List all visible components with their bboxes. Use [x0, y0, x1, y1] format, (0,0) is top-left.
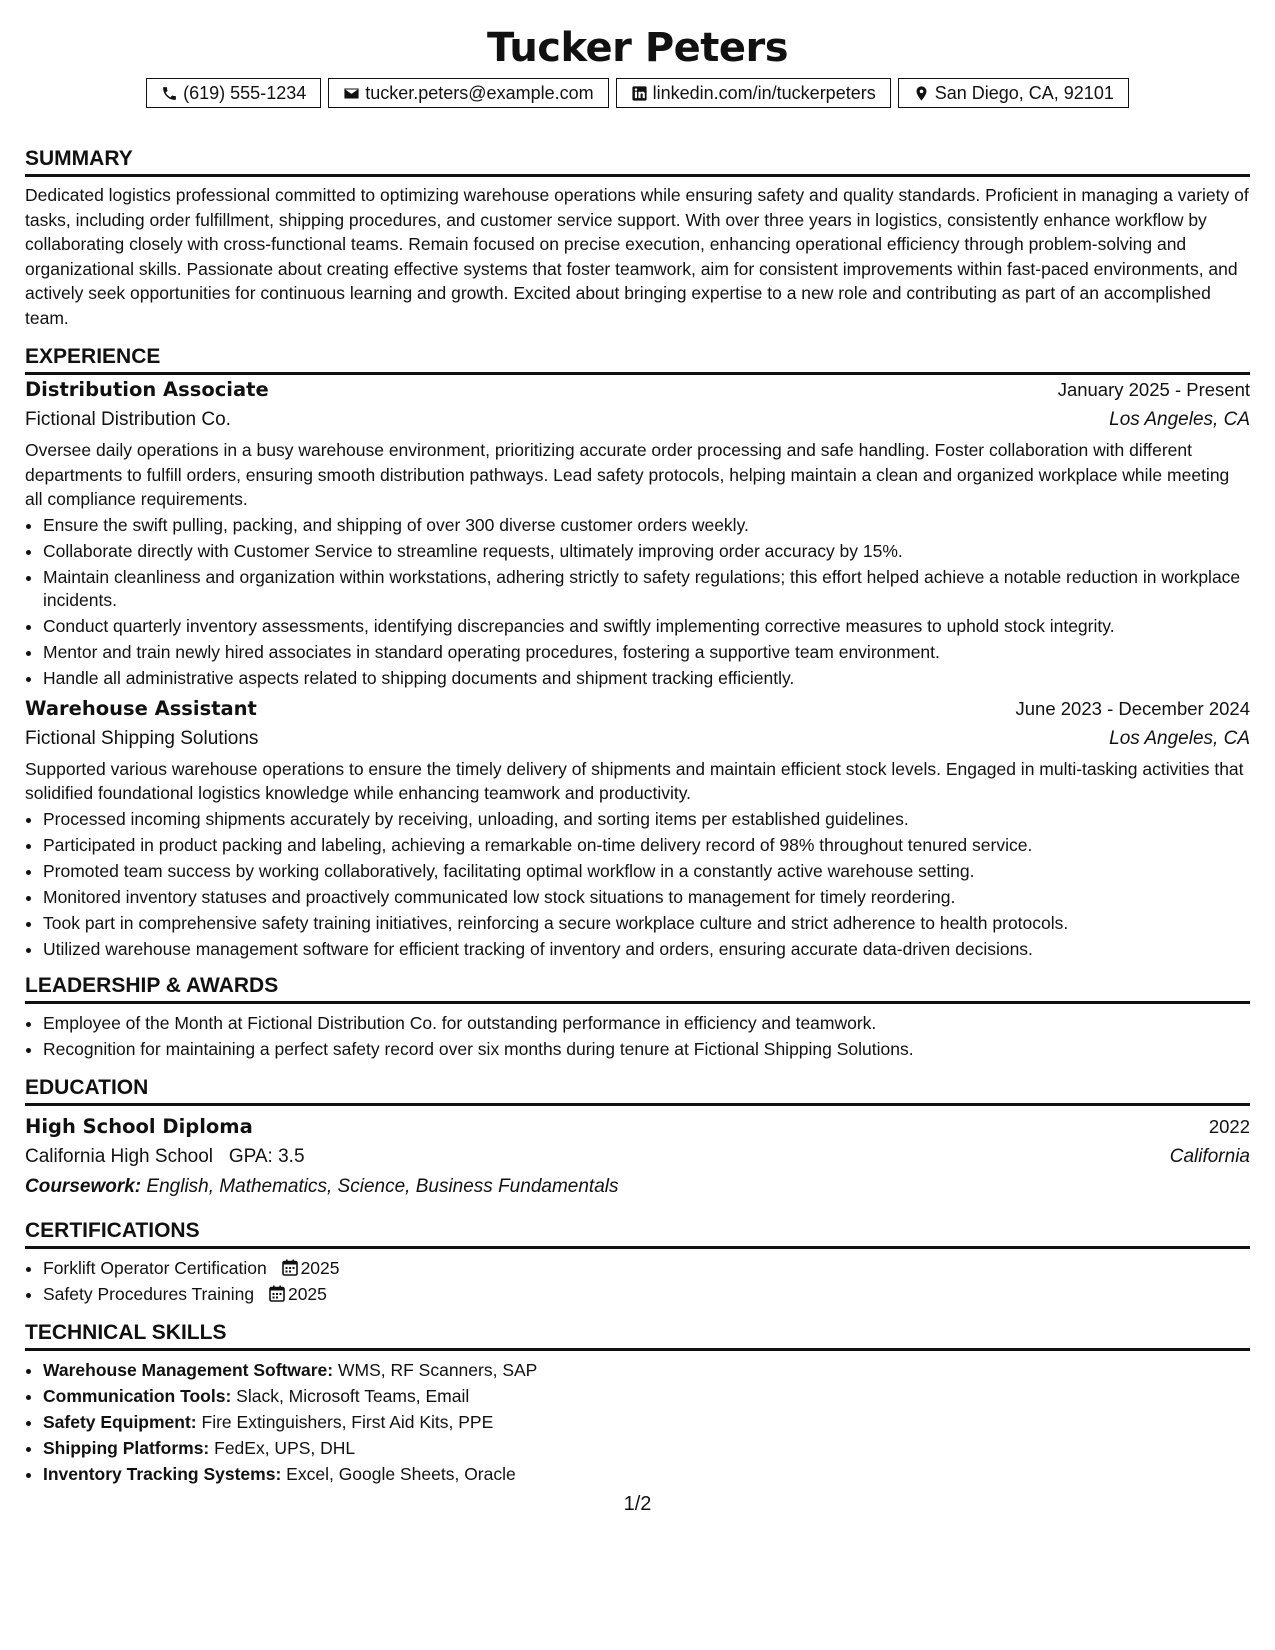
phone-text: (619) 555-1234: [183, 82, 307, 103]
list-item: [43, 1359, 1250, 1382]
list-item: • Handle all administrative aspects related to shipping documents and shipment tracking efficiently.: [43, 667, 1250, 690]
linkedin-text: linkedin.com/in/tuckerpeters: [652, 82, 876, 103]
linkedin-icon: [631, 85, 648, 102]
calendar-icon: [269, 1285, 285, 1302]
skill-value: Slack, Microsoft Teams, Email: [236, 1385, 470, 1406]
certifications-section: [25, 1217, 1250, 1306]
list-item: [43, 1437, 1250, 1460]
job-location: Los Angeles, CA: [1109, 727, 1250, 749]
section-title: EXPERIENCE: [25, 343, 1250, 375]
job-date: June 2023 - December 2024: [1015, 697, 1250, 719]
skill-value: WMS, RF Scanners, SAP: [337, 1359, 538, 1380]
list-item: • Processed incoming shipments accurately by receiving, unloading, and sorting items per established guidelines.: [43, 808, 1250, 831]
certification-name: Safety Procedures Training: [43, 1283, 255, 1304]
list-item: • Monitored inventory statuses and proactively communicated low stock situations to management for timely reordering.: [43, 886, 1250, 909]
skill-value: Excel, Google Sheets, Oracle: [286, 1463, 516, 1484]
job-bullets: [25, 514, 1250, 690]
job-company: Fictional Shipping Solutions: [25, 727, 259, 749]
contact-phone[interactable]: [146, 78, 321, 108]
job-bullets: [25, 808, 1250, 961]
coursework-line: [25, 1172, 1250, 1202]
list-item: [43, 1463, 1250, 1486]
certifications-list: [25, 1257, 1250, 1306]
list-item: • Participated in product packing and labeling, achieving a remarkable on-time delivery record of 98% throughout tenured service.: [43, 834, 1250, 857]
skill-label: Safety Equipment:: [43, 1411, 197, 1432]
phone-icon: [161, 85, 178, 102]
education-location: California: [1169, 1145, 1250, 1167]
location-text: San Diego, CA, 92101: [934, 82, 1114, 103]
coursework-label: Coursework:: [25, 1175, 142, 1197]
skill-value: FedEx, UPS, DHL: [214, 1437, 356, 1458]
skill-label: Shipping Platforms:: [43, 1437, 210, 1458]
section-title: EDUCATION: [25, 1074, 1250, 1106]
list-item: • Maintain cleanliness and organization within workstations, adhering strictly to safety regulations; this effort helped achieve a notable reduction in workplace incidents.: [43, 566, 1250, 612]
skill-label: Inventory Tracking Systems:: [43, 1463, 282, 1484]
envelope-icon: [343, 85, 360, 102]
skill-label: Warehouse Management Software:: [43, 1359, 334, 1380]
list-item: [43, 1257, 1250, 1280]
list-item: • Collaborate directly with Customer Service to streamline requests, ultimately improving order accuracy by 15%.: [43, 540, 1250, 563]
degree-title: High School Diploma: [25, 1114, 253, 1138]
summary-section: [25, 145, 1250, 330]
gpa: GPA: 3.5: [228, 1145, 305, 1167]
job-entry: [25, 375, 1250, 690]
list-item: • Ensure the swift pulling, packing, and shipping of over 300 diverse customer orders weekly.: [43, 514, 1250, 537]
map-pin-icon: [913, 85, 930, 102]
section-title: SUMMARY: [25, 145, 1250, 177]
skills-list: [25, 1359, 1250, 1486]
school-info: [25, 1142, 305, 1172]
job-date: January 2025 - Present: [1057, 379, 1250, 400]
education-section: [25, 1074, 1250, 1202]
job-title: Warehouse Assistant: [25, 696, 257, 720]
leadership-list: [25, 1012, 1250, 1061]
job-description: Supported various warehouse operations to ensure the timely delivery of shipments and maintain efficient stock levels. Engaged in multi-tasking activities that solidified foundational logistics knowledge while enhancing teamwork and productivity.: [25, 758, 1244, 803]
list-item: [43, 1411, 1250, 1434]
job-company: Fictional Distribution Co.: [25, 409, 231, 430]
contact-location[interactable]: [898, 78, 1129, 108]
list-item: [43, 1385, 1250, 1408]
leadership-section: [25, 972, 1250, 1061]
school-name: California High School: [25, 1145, 213, 1167]
list-item: • Promoted team success by working collaboratively, facilitating optimal workflow in a constantly active warehouse setting.: [43, 860, 1250, 883]
experience-section: [25, 343, 1250, 961]
list-item: • Utilized warehouse management software for efficient tracking of inventory and orders, ensuring accurate data-driven decisions.: [43, 938, 1250, 961]
certification-name: Forklift Operator Certification: [43, 1257, 267, 1278]
education-year: 2022: [1208, 1115, 1250, 1137]
coursework-text: English, Mathematics, Science, Business Fundamentals: [146, 1175, 619, 1197]
list-item: • Conduct quarterly inventory assessments, identifying discrepancies and swiftly implementing corrective measures to uphold stock integrity.: [43, 615, 1250, 638]
job-title: Distribution Associate: [25, 378, 269, 401]
skill-label: Communication Tools:: [43, 1385, 232, 1406]
job-entry: [25, 694, 1250, 961]
section-title: LEADERSHIP & AWARDS: [25, 972, 1250, 1004]
section-title: TECHNICAL SKILLS: [25, 1319, 1250, 1351]
skills-section: [25, 1319, 1250, 1486]
certification-year: 2025: [287, 1283, 327, 1304]
list-item: • Recognition for maintaining a perfect safety record over six months during tenure at Fictional Shipping Solutions.: [43, 1038, 1250, 1061]
certification-year: 2025: [300, 1257, 340, 1278]
list-item: • Mentor and train newly hired associates in standard operating procedures, fostering a supportive team environment.: [43, 641, 1250, 664]
list-item: • Employee of the Month at Fictional Distribution Co. for outstanding performance in efficiency and teamwork.: [43, 1012, 1250, 1035]
page-number: 1/2: [623, 1493, 652, 1515]
job-location: Los Angeles, CA: [1109, 409, 1250, 430]
email-text: tucker.peters@example.com: [365, 82, 594, 103]
section-title: CERTIFICATIONS: [25, 1217, 1250, 1249]
candidate-name: Tucker Peters: [486, 25, 789, 71]
summary-text: Dedicated logistics professional committed to optimizing warehouse operations while ensuring safety and quality standards. Proficient in managing a variety of tasks, including order fulfillment, shipping procedures, and customer service support. With over three years in logistics, consistently enhance workflow by collaborating closely with cross-functional teams. Remain focused on precise execution, enhancing operational efficiency through problem-solving and organizational skills. Passionate about creating effective systems that foster teamwork, aim for consistent improvements within fast-paced environments, and actively seek opportunities for continuous learning and growth. Excited about bringing expertise to a new role and contributing as part of an accomplished team.: [25, 185, 1249, 328]
list-item: • Took part in comprehensive safety training initiatives, reinforcing a secure workplace culture and strict adherence to health protocols.: [43, 912, 1250, 935]
contact-bar: [25, 78, 1250, 108]
contact-linkedin[interactable]: [616, 78, 891, 108]
skill-value: Fire Extinguishers, First Aid Kits, PPE: [201, 1411, 494, 1432]
job-description: Oversee daily operations in a busy warehouse environment, prioritizing accurate order processing and safe handling. Foster collaboration with different departments to fulfill orders, ensuring smooth distribution pathways. Lead safety protocols, helping maintain a clean and organized workplace while meeting all compliance requirements.: [25, 440, 1230, 509]
calendar-icon: [282, 1259, 298, 1276]
list-item: [43, 1283, 1250, 1306]
contact-email[interactable]: [328, 78, 608, 108]
